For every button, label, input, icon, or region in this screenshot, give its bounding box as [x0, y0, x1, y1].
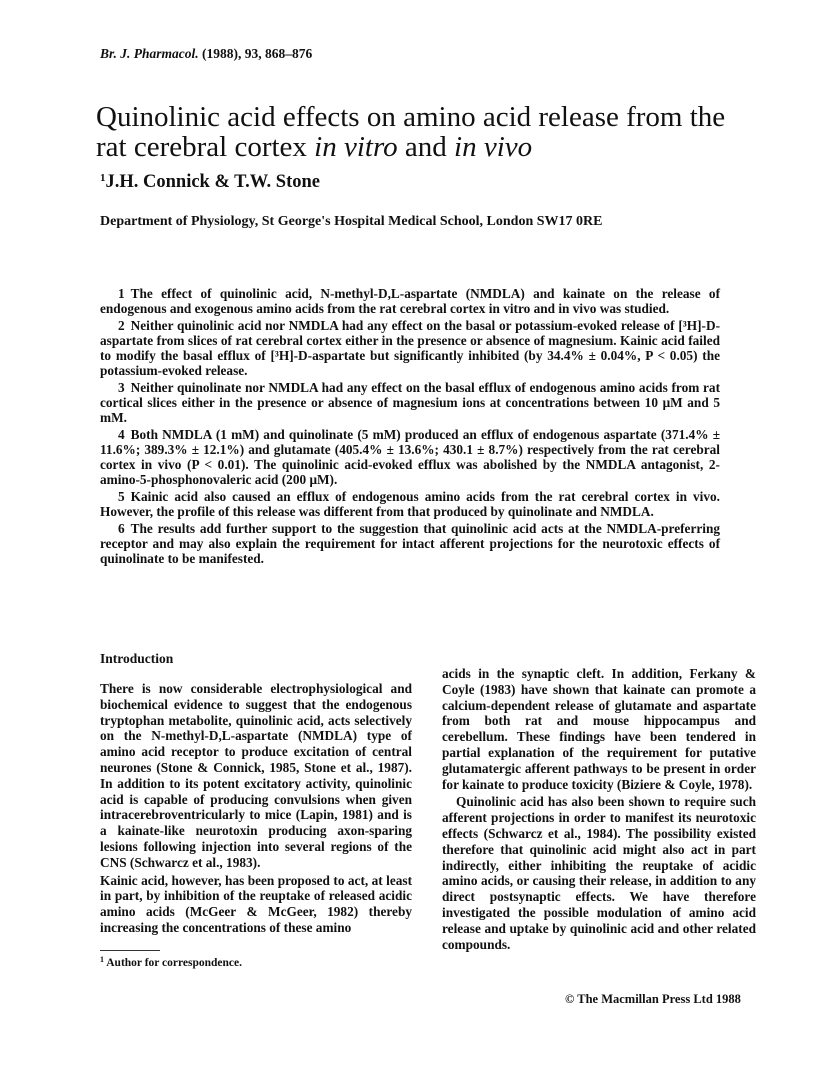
footnote	[100, 955, 242, 969]
abstract-text: Neither quinolinic acid nor NMDLA had any effect on the basal or potassium-evoked release of [³H]-D-aspartate from slices of rat cerebral cortex either in the presence or absence of magnesium. Kainic acid failed to modify the basal efflux of [³H]-D-aspartate but significantly inhibited (by 34.4% ± 0.04%, P < 0.05) the potassium-evoked release.	[100, 318, 720, 378]
abstract-text: Neither quinolinate nor NMDLA had any effect on the basal efflux of endogenous amino acids from rat cortical slices either in the presence or absence of magnesium ions at concentrations between 10 μM and 5 mM.	[100, 380, 720, 425]
section-heading-introduction: Introduction	[100, 651, 174, 666]
body-paragraph: acids in the synaptic cleft. In addition, Ferkany & Coyle (1983) have shown that kainate can promote a calcium-dependent release of glutamate and aspartate from both rat and mouse hippocampus and cerebellum. These findings have been tendered in partial explanation of the requirement for putative glutamatergic afferent pathways to be present in order for kainate to produce toxicity (Biziere & Coyle, 1978).	[442, 666, 756, 792]
column-left	[100, 681, 412, 938]
journal-reference	[100, 46, 312, 62]
abstract-number: 2	[118, 318, 125, 333]
abstract-number: 5	[118, 489, 125, 504]
abstract-text: The results add further support to the suggestion that quinolinic acid acts at the NMDLA-preferring receptor and may also explain the requirement for intact afferent projections for the neurotoxic effects of quinolinate to be manifested.	[100, 521, 720, 566]
abstract	[100, 286, 720, 568]
abstract-paragraph	[100, 380, 720, 425]
journal-name: Br. J. Pharmacol.	[100, 46, 199, 61]
title-in-vivo: in vivo	[454, 131, 533, 163]
body-paragraph: Quinolinic acid has also been shown to require such afferent projections in order to manifest its neurotoxic effects (Schwarcz et al., 1984). The possibility existed therefore that quinolinic acid might also act in part indirectly, either inhibiting the reuptake of acidic amino acids, or causing their release, in addition to any direct postsynaptic effects. We have therefore investigated the possible modulation of amino acid release and uptake by quinolinic acid and other related compounds.	[442, 794, 756, 952]
affiliation: Department of Physiology, St George's Hospital Medical School, London SW17 0RE	[100, 214, 603, 229]
title-line-1: Quinolinic acid effects on amino acid release from the	[96, 101, 726, 133]
abstract-paragraph	[100, 521, 720, 566]
abstract-number: 4	[118, 427, 125, 442]
abstract-text: Kainic acid also caused an efflux of endogenous amino acids from the rat cerebral cortex in vivo. However, the profile of this release was different from that produced by quinolinate and NMDLA.	[100, 489, 720, 519]
author-marker: 1	[100, 172, 106, 184]
author-names: J.H. Connick & T.W. Stone	[105, 172, 321, 192]
footnote-divider	[100, 950, 160, 951]
body-paragraph: There is now considerable electrophysiological and biochemical evidence to suggest that the endogenous tryptophan metabolite, quinolinic acid, acts selectively on the N-methyl-D,L-aspartate (NMDLA) type of amino acid receptor to produce excitation of central neurones (Stone & Connick, 1985, Stone et al., 1987). In addition to its potent excitatory activity, quinolinic acid is capable of producing convulsions when given intracerebroventricularly to mice (Lapin, 1981) and is a kainate-like neurotoxin producing axon-sparing lesions following injection into several regions of the CNS (Schwarcz et al., 1983).	[100, 681, 412, 870]
abstract-paragraph	[100, 318, 720, 378]
column-right	[442, 666, 756, 954]
abstract-paragraph	[100, 489, 720, 519]
abstract-paragraph	[100, 427, 720, 487]
title-and: and	[397, 131, 455, 163]
article-title	[96, 102, 776, 162]
abstract-text: The effect of quinolinic acid, N-methyl-D,L-aspartate (NMDLA) and kainate on the release of endogenous and exogenous amino acids from the rat cerebral cortex in vitro and in vivo was studied.	[100, 286, 720, 316]
abstract-text: Both NMDLA (1 mM) and quinolinate (5 mM) produced an efflux of endogenous aspartate (371.4% ± 11.6%; 389.3% ± 12.1%) and glutamate (405.4% ± 13.6%; 430.1 ± 8.7%) respectively from the rat cerebral cortex in vivo (P < 0.01). The quinolinic acid-evoked efflux was abolished by the NMDLA antagonist, 2-amino-5-phosphonovaleric acid (200 μM).	[100, 427, 720, 487]
abstract-number: 1	[118, 286, 125, 301]
abstract-paragraph	[100, 286, 720, 316]
journal-citation: (1988), 93, 868–876	[202, 46, 313, 61]
title-line-2-prefix: rat cerebral cortex	[96, 131, 315, 163]
abstract-number: 6	[118, 521, 125, 536]
title-in-vitro: in vitro	[314, 131, 398, 163]
body-paragraph: Kainic acid, however, has been proposed to act, at least in part, by inhibition of the reuptake of released acidic amino acids (McGeer & McGeer, 1982) thereby increasing the concentrations of these amino	[100, 872, 412, 935]
footnote-text: Author for correspondence.	[104, 957, 242, 969]
footnote-marker: 1	[100, 955, 104, 964]
author-line	[100, 172, 320, 193]
copyright-notice: © The Macmillan Press Ltd 1988	[565, 992, 741, 1006]
abstract-number: 3	[118, 380, 125, 395]
